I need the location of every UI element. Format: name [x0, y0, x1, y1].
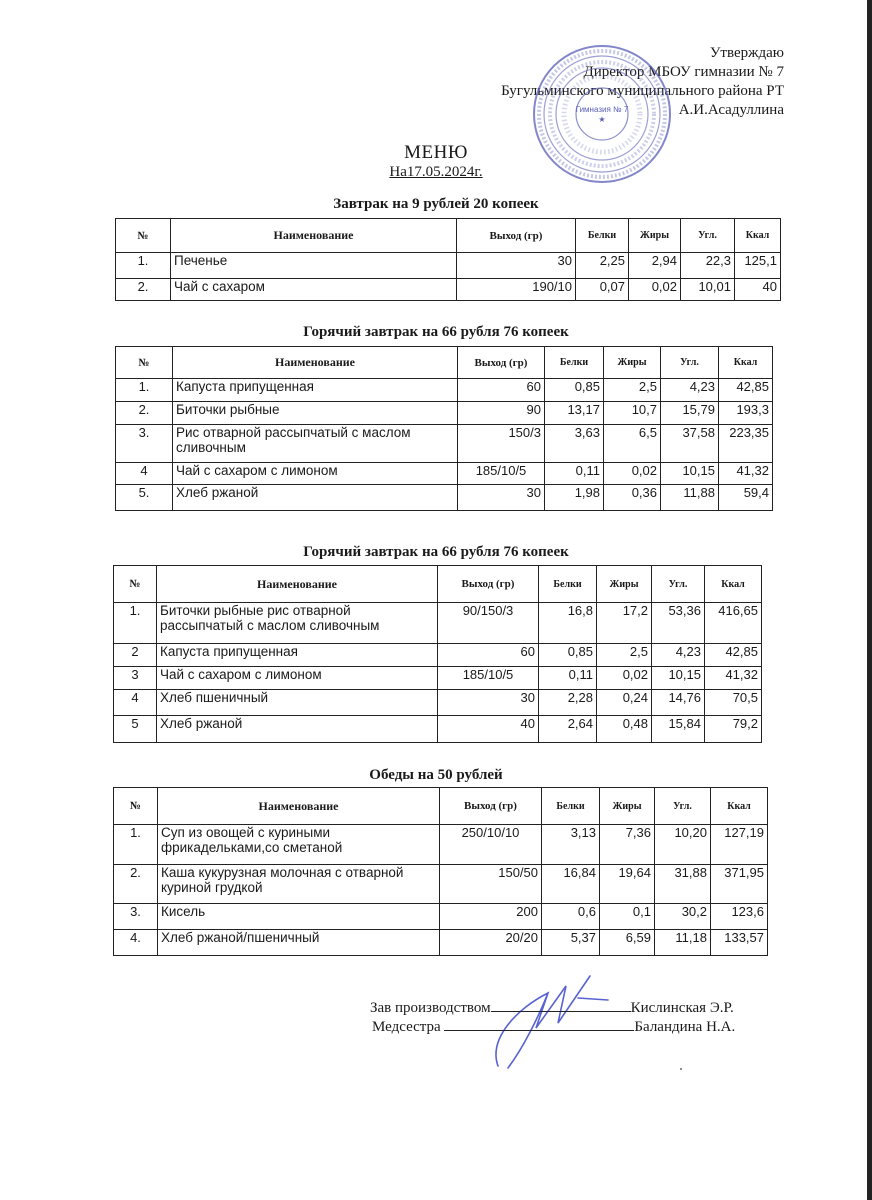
table-row [114, 603, 762, 644]
cell-proteins: 3,63 [545, 425, 604, 463]
cell-carbs: 53,36 [652, 603, 705, 644]
cell-fats: 0,1 [600, 904, 655, 930]
column-header-num: № [114, 566, 157, 603]
cell-num: 3 [114, 667, 157, 690]
cell-fats: 7,36 [600, 825, 655, 865]
column-header-kcal: Ккал [711, 788, 768, 825]
cell-name: Чай с сахаром [171, 279, 457, 301]
cell-proteins: 0,11 [539, 667, 597, 690]
cell-kcal: 193,3 [719, 402, 773, 425]
cell-carbs: 10,01 [681, 279, 735, 301]
table-header [116, 347, 773, 379]
cell-kcal: 40 [735, 279, 781, 301]
cell-carbs: 37,58 [661, 425, 719, 463]
column-header-kcal: Ккал [719, 347, 773, 379]
cell-output: 40 [438, 716, 539, 743]
cell-kcal: 123,6 [711, 904, 768, 930]
column-header-name: Наименование [158, 788, 440, 825]
table-row [114, 904, 768, 930]
table-row [114, 716, 762, 743]
cell-name: Чай с сахаром с лимоном [157, 667, 438, 690]
cell-proteins: 5,37 [542, 930, 600, 956]
cell-proteins: 0,11 [545, 463, 604, 485]
cell-num: 2 [114, 644, 157, 667]
nurse-name: Баландина Н.А. [634, 1019, 736, 1035]
svg-text:★: ★ [598, 115, 606, 124]
column-header-carbs: Угл. [661, 347, 719, 379]
cell-fats: 0,48 [597, 716, 652, 743]
table-row [114, 690, 762, 716]
production-name: Кислинская Э.Р. [630, 1000, 734, 1016]
cell-name: Рис отварной рассыпчатый с маслом сливочным [173, 425, 458, 463]
menu-table [115, 346, 773, 511]
approval-line-3: Бугульминского муниципального района РТ [501, 83, 784, 99]
cell-carbs: 30,2 [655, 904, 711, 930]
cell-num: 5 [114, 716, 157, 743]
table-row [116, 253, 781, 279]
cell-name: Биточки рыбные [173, 402, 458, 425]
cell-fats: 17,2 [597, 603, 652, 644]
cell-output: 150/3 [458, 425, 545, 463]
column-header-proteins: Белки [576, 219, 629, 253]
cell-output: 60 [438, 644, 539, 667]
cell-output: 90 [458, 402, 545, 425]
cell-kcal: 416,65 [705, 603, 762, 644]
cell-name: Чай с сахаром с лимоном [173, 463, 458, 485]
cell-carbs: 11,88 [661, 485, 719, 511]
cell-output: 150/50 [440, 865, 542, 904]
cell-name: Капуста припущенная [173, 379, 458, 402]
section-title: Горячий завтрак на 66 рубля 76 копеек [303, 324, 569, 340]
table-row [116, 425, 773, 463]
cell-proteins: 0,85 [539, 644, 597, 667]
table-row [114, 644, 762, 667]
cell-proteins: 2,25 [576, 253, 629, 279]
cell-proteins: 0,07 [576, 279, 629, 301]
cell-fats: 2,5 [604, 379, 661, 402]
stamp-text: Гимназия № 7 [575, 105, 629, 114]
cell-fats: 2,5 [597, 644, 652, 667]
cell-proteins: 2,28 [539, 690, 597, 716]
cell-kcal: 41,32 [719, 463, 773, 485]
column-header-kcal: Ккал [735, 219, 781, 253]
table-header [114, 566, 762, 603]
cell-fats: 0,36 [604, 485, 661, 511]
cell-num: 3. [114, 904, 158, 930]
cell-num: 3. [116, 425, 173, 463]
menu-table [115, 218, 781, 301]
cell-name: Хлеб пшеничный [157, 690, 438, 716]
column-header-carbs: Угл. [652, 566, 705, 603]
cell-num: 1. [116, 253, 171, 279]
cell-num: 4 [114, 690, 157, 716]
speck [680, 1068, 682, 1070]
cell-output: 200 [440, 904, 542, 930]
nurse-label: Медсестра [372, 1019, 441, 1035]
cell-proteins: 2,64 [539, 716, 597, 743]
cell-carbs: 15,84 [652, 716, 705, 743]
column-header-fats: Жиры [600, 788, 655, 825]
production-sign-line [491, 1011, 631, 1012]
cell-name: Каша кукурузная молочная с отварной куриной грудкой [158, 865, 440, 904]
cell-kcal: 223,35 [719, 425, 773, 463]
table-row [114, 825, 768, 865]
column-header-num: № [116, 347, 173, 379]
cell-fats: 0,02 [597, 667, 652, 690]
column-header-name: Наименование [171, 219, 457, 253]
cell-name: Хлеб ржаной [157, 716, 438, 743]
cell-output: 190/10 [457, 279, 576, 301]
cell-fats: 0,24 [597, 690, 652, 716]
cell-carbs: 10,15 [652, 667, 705, 690]
approval-line-1: Утверждаю [709, 45, 784, 61]
column-header-proteins: Белки [539, 566, 597, 603]
cell-carbs: 4,23 [661, 379, 719, 402]
table-row [116, 485, 773, 511]
cell-proteins: 16,8 [539, 603, 597, 644]
column-header-output: Выход (гр) [440, 788, 542, 825]
cell-carbs: 10,15 [661, 463, 719, 485]
column-header-proteins: Белки [545, 347, 604, 379]
section-title: Горячий завтрак на 66 рубля 76 копеек [303, 544, 569, 560]
cell-fats: 2,94 [629, 253, 681, 279]
production-label: Зав производством [370, 1000, 491, 1016]
cell-name: Хлеб ржаной/пшеничный [158, 930, 440, 956]
approval-line-2: Директор МБОУ гимназии № 7 [583, 64, 784, 80]
column-header-output: Выход (гр) [458, 347, 545, 379]
cell-proteins: 3,13 [542, 825, 600, 865]
table-row [116, 279, 781, 301]
cell-output: 250/10/10 [440, 825, 542, 865]
table-row [114, 865, 768, 904]
column-header-num: № [114, 788, 158, 825]
table-header [116, 219, 781, 253]
cell-kcal: 125,1 [735, 253, 781, 279]
cell-output: 20/20 [440, 930, 542, 956]
cell-num: 2. [116, 279, 171, 301]
cell-output: 185/10/5 [458, 463, 545, 485]
cell-kcal: 133,57 [711, 930, 768, 956]
column-header-fats: Жиры [597, 566, 652, 603]
column-header-fats: Жиры [629, 219, 681, 253]
cell-output: 30 [457, 253, 576, 279]
cell-num: 4 [116, 463, 173, 485]
menu-table [113, 565, 762, 743]
column-header-kcal: Ккал [705, 566, 762, 603]
cell-num: 1. [114, 825, 158, 865]
cell-num: 2. [114, 865, 158, 904]
cell-output: 185/10/5 [438, 667, 539, 690]
table-row [116, 463, 773, 485]
cell-name: Кисель [158, 904, 440, 930]
cell-kcal: 42,85 [719, 379, 773, 402]
cell-carbs: 4,23 [652, 644, 705, 667]
cell-num: 2. [116, 402, 173, 425]
table-row [116, 402, 773, 425]
column-header-name: Наименование [157, 566, 438, 603]
table-header [114, 788, 768, 825]
cell-kcal: 59,4 [719, 485, 773, 511]
column-header-num: № [116, 219, 171, 253]
cell-fats: 19,64 [600, 865, 655, 904]
cell-num: 5. [116, 485, 173, 511]
column-header-proteins: Белки [542, 788, 600, 825]
cell-fats: 0,02 [604, 463, 661, 485]
cell-output: 30 [438, 690, 539, 716]
cell-output: 90/150/3 [438, 603, 539, 644]
cell-name: Суп из овощей с куриными фрикадельками,со сметаной [158, 825, 440, 865]
cell-kcal: 42,85 [705, 644, 762, 667]
cell-name: Капуста припущенная [157, 644, 438, 667]
cell-proteins: 1,98 [545, 485, 604, 511]
table-row [114, 667, 762, 690]
column-header-carbs: Угл. [655, 788, 711, 825]
cell-output: 30 [458, 485, 545, 511]
page-title: МЕНЮ [404, 142, 468, 163]
table-row [116, 379, 773, 402]
cell-name: Хлеб ржаной [173, 485, 458, 511]
cell-proteins: 0,6 [542, 904, 600, 930]
cell-carbs: 11,18 [655, 930, 711, 956]
cell-fats: 10,7 [604, 402, 661, 425]
cell-proteins: 0,85 [545, 379, 604, 402]
cell-num: 1. [114, 603, 157, 644]
cell-kcal: 127,19 [711, 825, 768, 865]
cell-num: 1. [116, 379, 173, 402]
column-header-output: Выход (гр) [457, 219, 576, 253]
column-header-name: Наименование [173, 347, 458, 379]
cell-name: Печенье [171, 253, 457, 279]
cell-carbs: 10,20 [655, 825, 711, 865]
approval-line-4: А.И.Асадуллина [678, 102, 784, 118]
cell-fats: 0,02 [629, 279, 681, 301]
menu-date-text: На17.05.2024г. [389, 164, 483, 180]
cell-kcal: 41,32 [705, 667, 762, 690]
nurse-sign-line [444, 1030, 634, 1031]
cell-carbs: 31,88 [655, 865, 711, 904]
section-title: Обеды на 50 рублей [369, 767, 503, 783]
column-header-output: Выход (гр) [438, 566, 539, 603]
cell-kcal: 79,2 [705, 716, 762, 743]
cell-kcal: 371,95 [711, 865, 768, 904]
menu-table [113, 787, 768, 956]
cell-proteins: 16,84 [542, 865, 600, 904]
cell-proteins: 13,17 [545, 402, 604, 425]
nurse-signature [372, 1019, 735, 1036]
cell-carbs: 14,76 [652, 690, 705, 716]
cell-kcal: 70,5 [705, 690, 762, 716]
cell-fats: 6,5 [604, 425, 661, 463]
table-row [114, 930, 768, 956]
cell-carbs: 22,3 [681, 253, 735, 279]
cell-carbs: 15,79 [661, 402, 719, 425]
cell-num: 4. [114, 930, 158, 956]
cell-output: 60 [458, 379, 545, 402]
section-title: Завтрак на 9 рублей 20 копеек [333, 196, 539, 212]
production-signature [370, 1000, 734, 1017]
cell-name: Биточки рыбные рис отварной рассыпчатый с маслом сливочным [157, 603, 438, 644]
cell-fats: 6,59 [600, 930, 655, 956]
column-header-fats: Жиры [604, 347, 661, 379]
menu-date [0, 164, 872, 181]
column-header-carbs: Угл. [681, 219, 735, 253]
